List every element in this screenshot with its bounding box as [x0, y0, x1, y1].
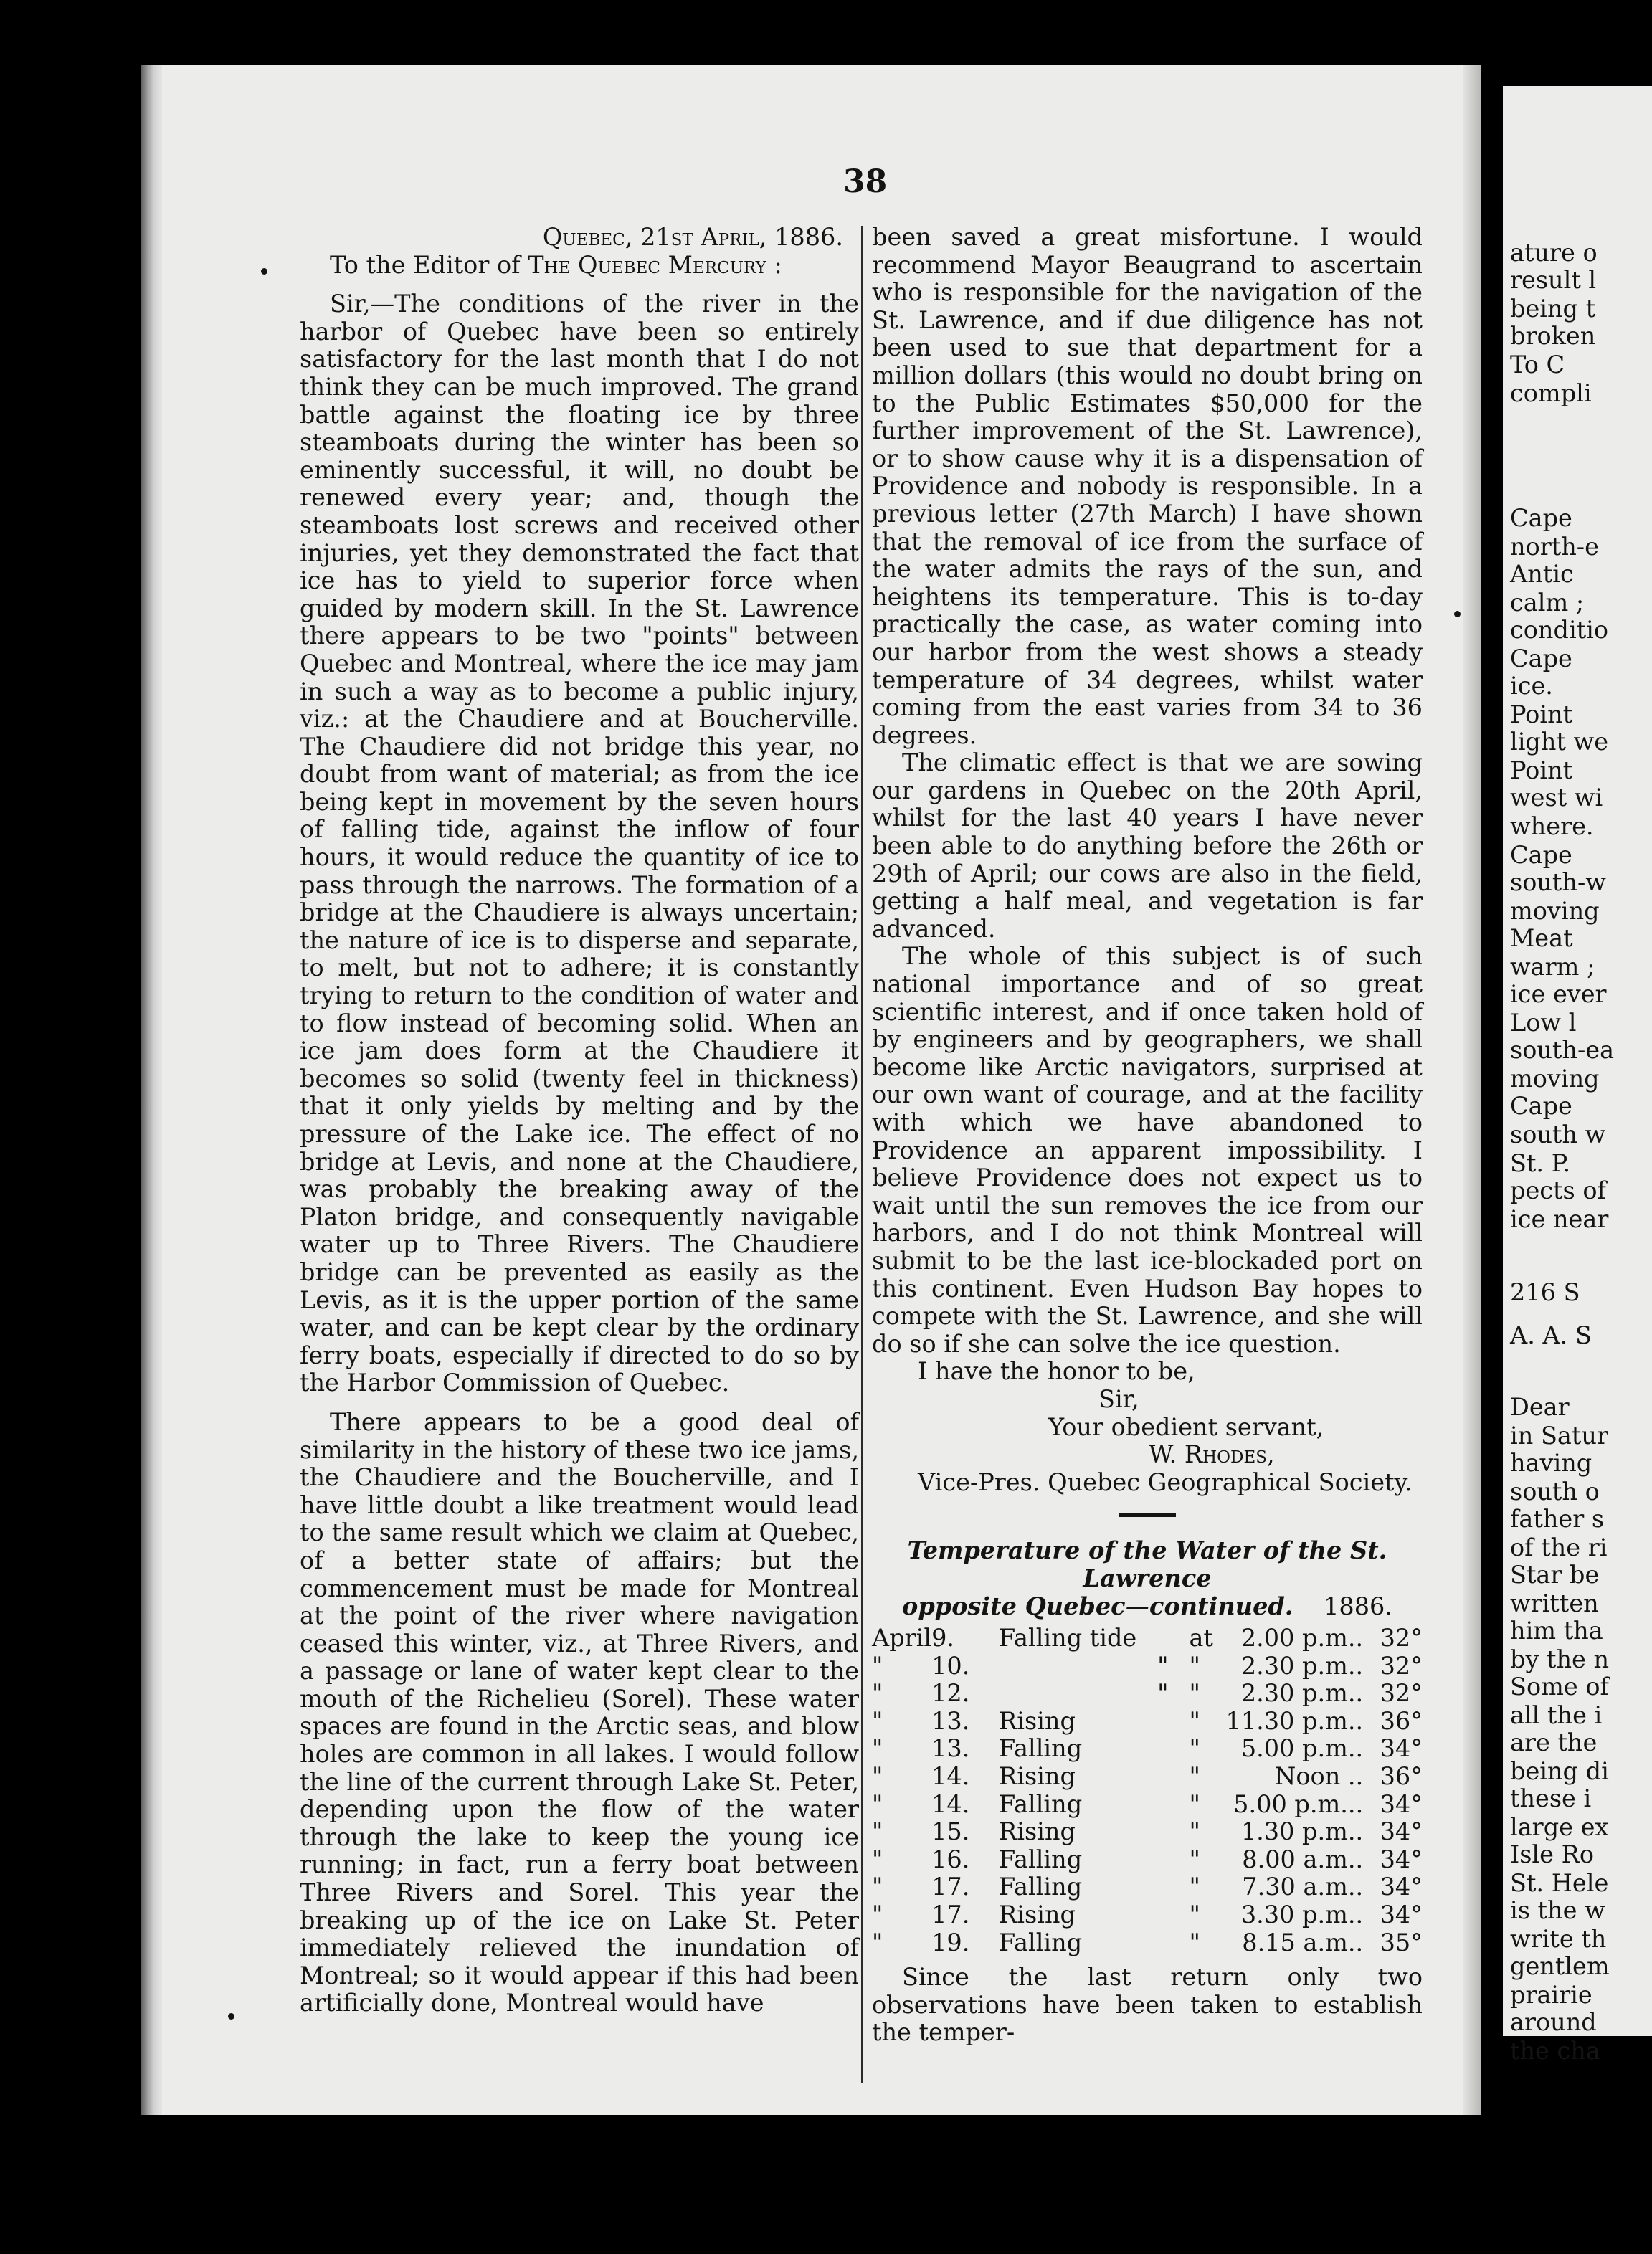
table-cell-temp: 34° — [1380, 1845, 1423, 1873]
adjacent-page-fragment: south-w — [1510, 868, 1606, 896]
table-cell-temp: 34° — [1380, 1734, 1423, 1763]
adjacent-page-fragment: all the i — [1510, 1701, 1603, 1729]
table-note: Since the last return only two observations have been taken to establish the temper- — [872, 1963, 1423, 2047]
table-cell-temp: 36° — [1380, 1762, 1423, 1791]
table-cell-ditto — [1136, 1929, 1189, 1957]
table-cell-ditto — [1136, 1846, 1189, 1874]
table-cell-ditto — [1136, 1735, 1189, 1763]
adjacent-page-fragment: Point — [1510, 700, 1573, 728]
adjacent-page-fragment: Cape — [1510, 1092, 1572, 1120]
adjacent-page-fragment: broken — [1510, 322, 1596, 350]
table-row — [872, 1791, 1423, 1819]
table-cell-at: at — [1189, 1624, 1213, 1653]
table-cell-state: Rising — [999, 1817, 1076, 1846]
table-row — [872, 1680, 1423, 1708]
adjacent-page-fragment: prairie — [1510, 1981, 1592, 2009]
table-cell-day: 9. — [931, 1624, 955, 1653]
temperature-table — [872, 1625, 1423, 1956]
letter-paragraph: There appears to be a good deal of similarity in the history of these two ice jams, the Chaudiere and the Boucherville, and I have little doubt a like treatment would lead to the same result which we claim at Quebec, of a better state of affairs; but the commencement must be made for Montreal at the point of the river where navigation ceased this winter, viz., at Three Rivers, and a passage or lane of water kept clear to the mouth of the Richelieu (Sorel). These water spaces are found in the Arctic seas, and blow holes are common in all lakes. I would follow the line of the current through Lake St. Peter, depending upon the flow of the water through the lake to keep the young ice running; in fact, run a ferry boat between Three Rivers and Sorel. This year the breaking up of the ice on Lake St. Peter immediately relieved the inundation of Montreal; so it would appear if this had been artificially done, Montreal would have — [300, 1407, 859, 2017]
adjacent-page-fragment: Low l — [1510, 1009, 1577, 1037]
adjacent-page-fragment: him tha — [1510, 1617, 1603, 1645]
table-cell-ditto — [1136, 1873, 1189, 1901]
table-cell-at: " — [1189, 1901, 1200, 1929]
adjacent-page-fragment: south w — [1510, 1121, 1606, 1149]
table-cell-time: 2.30 p.m.. — [1240, 1651, 1364, 1680]
table-caption-sub: opposite Quebec—continued. — [902, 1592, 1293, 1620]
table-cell-ditto — [1136, 1818, 1189, 1846]
table-cell-month: " — [872, 1873, 883, 1901]
table-cell-state: Rising — [999, 1762, 1076, 1791]
adjacent-page-fragment: in Satur — [1510, 1422, 1608, 1450]
table-cell-month: " — [872, 1651, 883, 1680]
table-cell-month: " — [872, 1845, 883, 1873]
right-column — [872, 224, 1423, 2047]
table-cell-time: 11.30 p.m.. — [1225, 1706, 1364, 1735]
adjacent-page-fragment: ice. — [1510, 672, 1553, 700]
table-row — [872, 1929, 1423, 1957]
adjacent-page-fragment: Some of — [1510, 1673, 1609, 1701]
closing-servant: Your obedient servant, — [1048, 1412, 1324, 1441]
table-cell-at: " — [1189, 1928, 1200, 1956]
table-cell-temp: 34° — [1380, 1817, 1423, 1846]
column-rule — [861, 226, 863, 2083]
adjacent-page — [1503, 86, 1652, 2065]
table-caption: Temperature of the Water of the St. Lawrence — [907, 1536, 1387, 1592]
table-cell-ditto: " — [1157, 1651, 1169, 1680]
table-cell-temp: 35° — [1380, 1928, 1423, 1956]
table-cell-time: Noon .. — [1275, 1762, 1364, 1791]
table-cell-ditto — [1136, 1625, 1189, 1653]
adjacent-page-fragment: is the w — [1510, 1896, 1605, 1924]
adjacent-page-fragment: write th — [1510, 1925, 1607, 1953]
table-row — [872, 1625, 1423, 1653]
table-cell-time: 8.00 a.m.. — [1242, 1845, 1364, 1873]
adjacent-page-fragment: Star be — [1510, 1561, 1600, 1589]
margin-dot — [261, 268, 267, 275]
adjacent-page-fragment: written — [1510, 1589, 1599, 1617]
table-cell-temp: 34° — [1380, 1873, 1423, 1901]
adjacent-page-fragment: father s — [1510, 1505, 1605, 1533]
adjacent-page-fragment: by the n — [1510, 1645, 1610, 1673]
table-year: 1886. — [1324, 1592, 1392, 1620]
table-cell-ditto — [1136, 1763, 1189, 1791]
adjacent-page-fragment: ice near — [1510, 1205, 1609, 1233]
table-row — [872, 1846, 1423, 1874]
salutation-suffix: : — [766, 250, 782, 279]
salutation-paper: The Quebec Mercury — [528, 250, 766, 279]
table-cell-state — [999, 1680, 1136, 1708]
table-cell-month: " — [872, 1706, 883, 1735]
adjacent-page-fragment: ice ever — [1510, 980, 1607, 1008]
closing: I have the honor to be, — [918, 1357, 1195, 1386]
left-column — [300, 224, 859, 2017]
adjacent-page-fragment: the cha — [1510, 2037, 1600, 2065]
table-cell-time: 2.30 p.m.. — [1240, 1679, 1364, 1708]
table-cell-at: " — [1189, 1789, 1200, 1818]
adjacent-page-fragment: light we — [1510, 728, 1609, 756]
table-cell-month: " — [872, 1901, 883, 1929]
salutation — [300, 252, 859, 280]
adjacent-page-fragment: of the ri — [1510, 1533, 1608, 1561]
table-cell-at: " — [1189, 1706, 1200, 1735]
adjacent-page-fragment: pects of — [1510, 1176, 1606, 1204]
adjacent-page-fragment: south-ea — [1510, 1036, 1615, 1064]
table-cell-state: Falling — [999, 1789, 1083, 1818]
adjacent-page-fragment: moving — [1510, 1065, 1600, 1093]
page-number: 38 — [843, 163, 888, 200]
section-divider — [1119, 1513, 1176, 1517]
table-cell-at: " — [1189, 1817, 1200, 1846]
table-cell-state — [999, 1653, 1136, 1680]
table-cell-at: " — [1189, 1845, 1200, 1873]
table-cell-day: 16. — [931, 1845, 970, 1873]
table-cell-day: 14. — [931, 1789, 970, 1818]
table-cell-time: 5.00 p.m... — [1233, 1789, 1364, 1818]
adjacent-page-fragment: Point — [1510, 756, 1573, 784]
adjacent-page-fragment: Cape — [1510, 504, 1572, 532]
table-cell-month: " — [872, 1679, 883, 1708]
dateline: Quebec, 21st April, 1886. — [542, 223, 843, 251]
table-cell-day: 17. — [931, 1901, 970, 1929]
margin-dot — [1454, 611, 1461, 617]
table-cell-time: 2.00 p.m.. — [1240, 1624, 1364, 1653]
adjacent-page-fragment: west wi — [1510, 784, 1603, 812]
table-cell-at: " — [1189, 1762, 1200, 1791]
table-cell-month: " — [872, 1817, 883, 1846]
table-cell-day: 13. — [931, 1706, 970, 1735]
table-cell-time: 3.30 p.m.. — [1240, 1901, 1364, 1929]
adjacent-page-fragment: Cape — [1510, 841, 1572, 869]
adjacent-page-fragment: large ex — [1510, 1813, 1609, 1841]
table-row — [872, 1653, 1423, 1680]
adjacent-page-fragment: St. P. — [1510, 1149, 1571, 1177]
salutation-prefix: To the Editor of — [330, 250, 521, 279]
adjacent-page-fragment: conditio — [1510, 616, 1609, 644]
table-cell-at: " — [1189, 1873, 1200, 1901]
table-cell-at: " — [1189, 1679, 1200, 1708]
table-cell-ditto — [1136, 1791, 1189, 1819]
page-edge-shadow — [1463, 65, 1481, 2115]
adjacent-page-fragment: Isle Ro — [1510, 1840, 1595, 1868]
table-cell-at: " — [1189, 1734, 1200, 1763]
table-cell-day: 10. — [931, 1651, 970, 1680]
table-cell-state: Falling — [999, 1873, 1083, 1901]
table-cell-temp: 34° — [1380, 1789, 1423, 1818]
table-cell-month: " — [872, 1928, 883, 1956]
adjacent-page-fragment: north-e — [1510, 533, 1599, 561]
table-cell-time: 1.30 p.m.. — [1240, 1817, 1364, 1846]
closing-sir: Sir, — [1098, 1384, 1139, 1413]
table-cell-month: " — [872, 1789, 883, 1818]
adjacent-page-fragment: Antic — [1510, 560, 1574, 588]
table-cell-state: Falling — [999, 1734, 1083, 1763]
table-cell-day: 19. — [931, 1928, 970, 1956]
table-cell-at: " — [1189, 1651, 1200, 1680]
table-row — [872, 1873, 1423, 1901]
table-cell-day: 17. — [931, 1873, 970, 1901]
adjacent-page-fragment: moving — [1510, 897, 1600, 925]
adjacent-page-fragment: To C — [1510, 351, 1565, 379]
table-cell-time: 7.30 a.m.. — [1242, 1873, 1364, 1901]
table-cell-ditto — [1136, 1901, 1189, 1929]
table-cell-temp: 32° — [1380, 1651, 1423, 1680]
adjacent-page-fragment: St. Hele — [1510, 1869, 1609, 1897]
table-cell-day: 13. — [931, 1734, 970, 1763]
book-spine-shadow — [141, 65, 162, 2115]
adjacent-page-fragment: Meat — [1510, 924, 1573, 952]
table-cell-day: 14. — [931, 1762, 970, 1791]
table-row — [872, 1708, 1423, 1736]
adjacent-page-fragment: calm ; — [1510, 589, 1585, 617]
adjacent-page-fragment: are the — [1510, 1728, 1598, 1756]
adjacent-page-fragment: being t — [1510, 295, 1596, 323]
adjacent-page-fragment: gentlem — [1510, 1952, 1610, 1980]
adjacent-page-fragment: result l — [1510, 266, 1597, 294]
table-cell-temp: 36° — [1380, 1706, 1423, 1735]
table-cell-month: April — [872, 1624, 932, 1653]
table-cell-state: Rising — [999, 1901, 1076, 1929]
adjacent-page-fragment: around — [1510, 2008, 1597, 2036]
table-cell-state: Falling — [999, 1845, 1083, 1873]
table-row — [872, 1735, 1423, 1763]
table-cell-temp: 34° — [1380, 1901, 1423, 1929]
letter-paragraph: The climatic effect is that we are sowing our gardens in Quebec on the 20th April, whilst for the last 40 years I have never been able to do anything before the 26th or 29th of April; our cows are also in the field, getting a half meal, and vegetation is far advanced. — [872, 748, 1423, 943]
table-cell-month: " — [872, 1734, 883, 1763]
adjacent-page-fragment: south o — [1510, 1478, 1600, 1506]
table-cell-state: Rising — [999, 1706, 1076, 1735]
adjacent-page-fragment: 216 S — [1510, 1278, 1580, 1306]
table-cell-month: " — [872, 1762, 883, 1791]
table-cell-temp: 32° — [1380, 1624, 1423, 1653]
table-cell-ditto: " — [1157, 1679, 1169, 1708]
adjacent-page-fragment: A. A. S — [1510, 1321, 1592, 1349]
table-cell-time: 8.15 a.m.. — [1242, 1928, 1364, 1956]
adjacent-page-fragment: having — [1510, 1449, 1592, 1477]
adjacent-page-fragment: compli — [1510, 379, 1592, 407]
table-cell-ditto — [1136, 1708, 1189, 1736]
signature: W. Rhodes, — [1149, 1440, 1275, 1469]
adjacent-page-fragment: being di — [1510, 1757, 1609, 1785]
adjacent-page-fragment: Cape — [1510, 645, 1572, 672]
table-cell-temp: 32° — [1380, 1679, 1423, 1708]
margin-dot — [228, 2013, 234, 2020]
table-cell-state: Falling — [999, 1928, 1083, 1956]
table-row — [872, 1901, 1423, 1929]
adjacent-page-fragment: these i — [1510, 1784, 1592, 1812]
adjacent-page-fragment: where. — [1510, 812, 1594, 840]
adjacent-page-fragment: ature o — [1510, 239, 1598, 267]
table-row — [872, 1763, 1423, 1791]
table-caption-line2 — [872, 1593, 1423, 1621]
adjacent-page-fragment: warm ; — [1510, 953, 1595, 981]
letter-paragraph: Sir,—The conditions of the river in the harbor of Quebec have been so entirely satisfactory for the last month that I do not think they can be much improved. The grand battle against the floating ice by three steamboats during the winter has been so eminently successful, it will, no doubt be renewed every year; and, though the steamboats lost screws and received other injuries, yet they demonstrated the fact that ice has to yield to superior force when guided by modern skill. In the St. Lawrence there appears to be two "points" between Quebec and Montreal, where the ice may jam in such a way as to become a public injury, viz.: at the Chaudiere and at Boucherville. The Chaudiere did not bridge this year, no doubt from want of material; as from the ice being kept in movement by the seven hours of falling tide, against the inflow of four hours, it would reduce the quantity of ice to pass through the narrows. The formation of a bridge at the Chaudiere is always uncertain; the nature of ice is to disperse and separate, to melt, but not to adhere; it is constantly trying to return to the condition of water and to flow instead of becoming solid. When an ice jam does form at the Chaudiere it becomes so solid (twenty feel in thickness) that it only yields by melting and by the pressure of the Lake ice. The effect of no bridge at Levis, and none at the Chaudiere, was probably the breaking away of the Platon bridge, and consequently navigable water up to Three Rivers. The Chaudiere bridge can be prevented as easily as the Levis, as it is the upper portion of the same water, and can be kept clear by the ordinary ferry boats, especially if directed to do so by the Harbor Commission of Quebec. — [300, 290, 859, 1397]
adjacent-page-fragment: Dear — [1510, 1393, 1570, 1421]
table-cell-state: Falling tide — [999, 1624, 1137, 1653]
signature-title: Vice-Pres. Quebec Geographical Society. — [918, 1468, 1413, 1496]
letter-paragraph: The whole of this subject is of such national importance and of so great scientific interest, and if once taken hold of by engineers and by geographers, we shall become like Arctic navigators, surprised at our own want of courage, and at the facility with which we have abandoned to Providence an apparent impossibility. I believe Providence does not expect us to wait until the sun removes the ice from our harbors, and I do not think Montreal will submit to be the last ice-blockaded port on this continent. Even Hudson Bay hopes to compete with the St. Lawrence, and she will do so if she can solve the ice question. — [872, 942, 1423, 1358]
table-cell-time: 5.00 p.m.. — [1240, 1734, 1364, 1763]
table-cell-day: 12. — [931, 1679, 970, 1708]
table-row — [872, 1818, 1423, 1846]
letter-paragraph: been saved a great misfortune. I would recommend Mayor Beaugrand to ascertain who is responsible for the navigation of the St. Lawrence, and if due diligence has not been used to sue that department for a million dollars (this would no doubt bring on to the Public Estimates $50,000 for the further improvement of the St. Lawrence), or to show cause why it is a dispensation of Providence and nobody is responsible. In a previous letter (27th March) I have shown that the removal of ice from the surface of the water admits the rays of the sun, and heightens its temperature. This is to-day practically the case, as water coming into our harbor from the west shows a steady temperature of 34 degrees, whilst water coming from the east varies from 34 to 36 degrees. — [872, 223, 1423, 749]
table-cell-day: 15. — [931, 1817, 970, 1846]
